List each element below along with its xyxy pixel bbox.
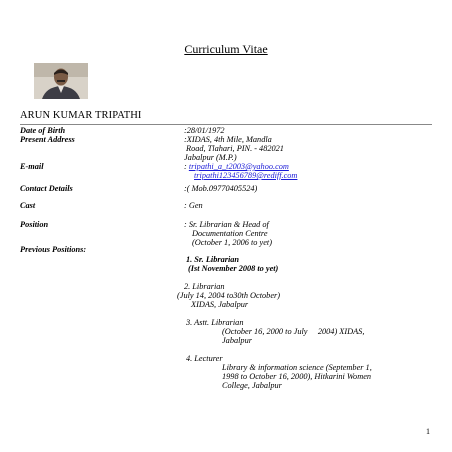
prev-position-place: College, Jabalpur xyxy=(222,381,282,390)
cast-value: : Gen xyxy=(184,201,203,210)
address-line: Jabalpur (M.P.) xyxy=(184,153,237,162)
prev-position-title: 2. Librarian xyxy=(184,282,225,291)
email-prefix: : xyxy=(184,162,189,171)
email-primary-link[interactable]: tripathi_a_t2003@yahoo.com xyxy=(188,162,289,171)
profile-photo xyxy=(34,63,88,99)
prev-position-dates: (Ist November 2008 to yet) xyxy=(188,264,279,273)
address-label: Present Address xyxy=(20,135,75,144)
prev-position-title: 1. Sr. Librarian xyxy=(186,255,240,264)
divider-line xyxy=(20,124,432,125)
candidate-name: ARUN KUMAR TRIPATHI xyxy=(20,110,142,121)
prev-position-dates: (October 16, 2000 to July 2004) XIDAS, xyxy=(222,327,365,336)
email-secondary-link[interactable]: tripathi123456789@rediff.com xyxy=(194,171,298,180)
contact-value: :( Mob.09770405524) xyxy=(184,184,258,193)
position-line: : Sr. Librarian & Head of xyxy=(184,220,269,229)
address-line: Road, Tlahari, PIN. - 482021 xyxy=(186,144,284,153)
email-label: E-mail xyxy=(20,162,44,171)
address-line: :XIDAS, 4th Mile, Mandla xyxy=(184,135,272,144)
previous-positions-label: Previous Positions: xyxy=(20,245,87,254)
prev-position-detail: Library & information science (September 1, xyxy=(222,363,372,372)
portrait-image xyxy=(34,63,88,99)
dob-value: :28/01/1972 xyxy=(184,126,225,135)
document-title: Curriculum Vitae xyxy=(184,42,268,56)
position-line: Documentation Centre xyxy=(192,229,268,238)
contact-label: Contact Details xyxy=(20,184,73,193)
prev-position-title: 4. Lecturer xyxy=(186,354,223,363)
prev-position-dates: (July 14, 2004 to30th October) xyxy=(177,291,280,300)
prev-position-detail: 1998 to October 16, 2000), Hitkarini Women xyxy=(222,372,372,381)
position-line: (October 1, 2006 to yet) xyxy=(192,238,272,247)
page-number: 1 xyxy=(426,427,430,436)
prev-position-place: XIDAS, Jabalpur xyxy=(191,300,249,309)
position-label: Position xyxy=(20,220,49,229)
cast-label: Cast xyxy=(20,201,36,210)
prev-position-place: Jabalpur xyxy=(222,336,252,345)
email-primary-row xyxy=(184,162,289,171)
prev-position-title: 3. Astt. Librarian xyxy=(186,318,244,327)
dob-label: Date of Birth xyxy=(20,126,66,135)
